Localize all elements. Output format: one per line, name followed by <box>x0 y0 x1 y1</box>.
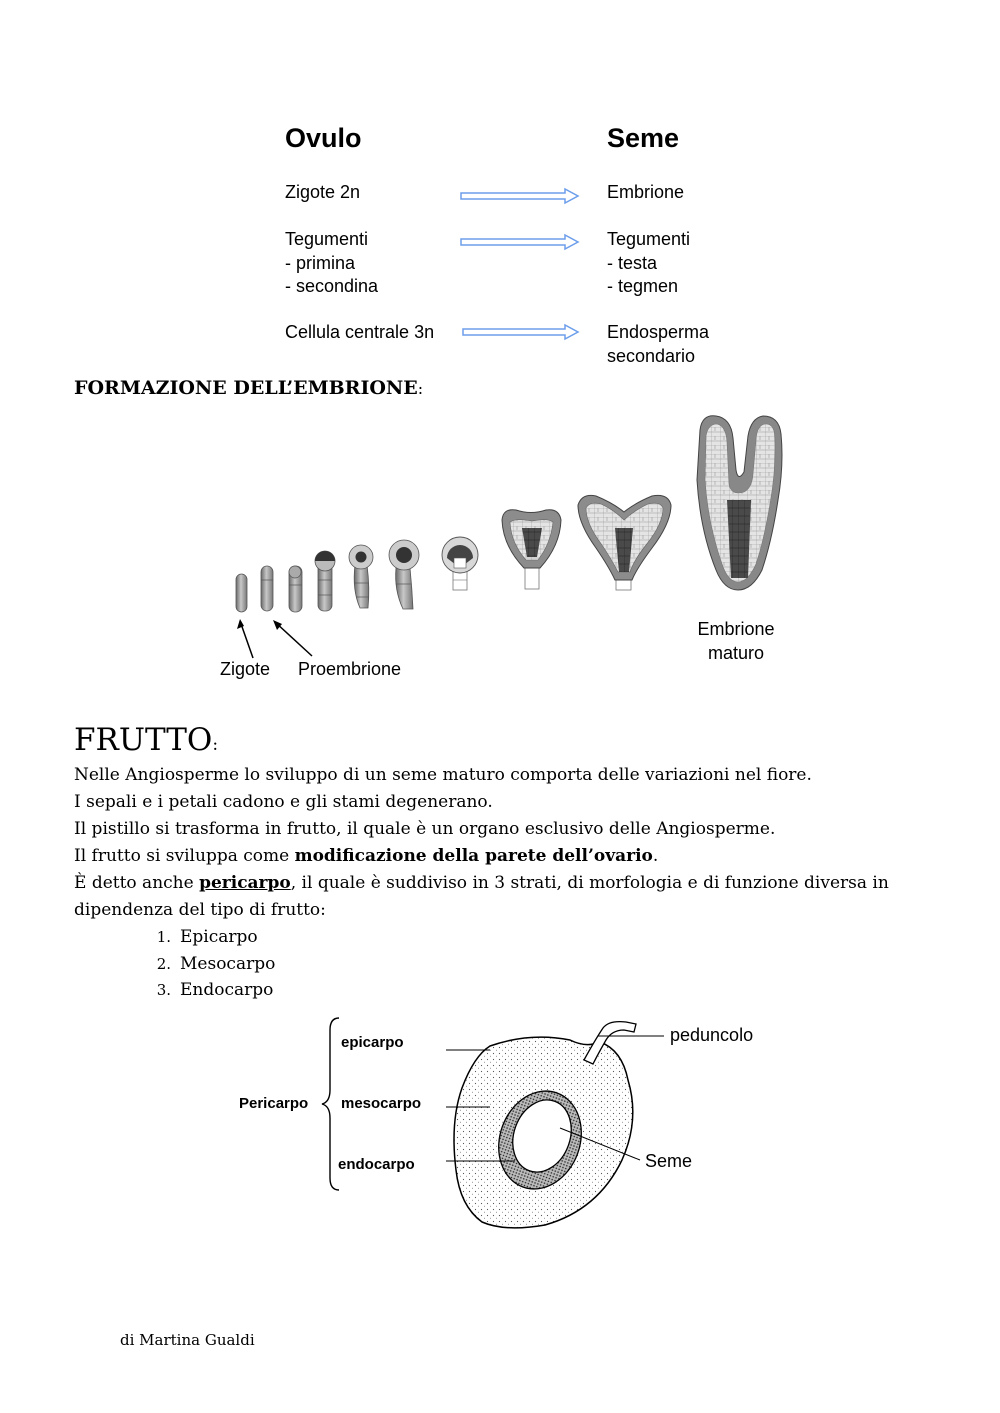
pericarp-term: pericarpo <box>199 873 291 893</box>
transformation-arrows <box>0 0 1000 400</box>
arrow-zygote-icon <box>461 189 578 203</box>
list-item: 3. Endocarpo <box>156 980 274 1000</box>
mature-embryo-label: Embrione maturo <box>697 619 775 663</box>
proembryo-stage-5 <box>389 540 419 609</box>
peduncle-label: peduncolo <box>670 1025 754 1045</box>
fruit-paragraph-line-5: È detto anche pericarpo, il quale è suddiviso in 3 strati, di morfologia e di funzione diversa in <box>74 873 889 893</box>
ovule-row-2-right: Tegumenti - testa - tegmen <box>607 229 691 296</box>
ovule-row-2-left: Tegumenti - primina - secondina <box>285 229 379 296</box>
transition-stage <box>502 510 561 589</box>
epicarp-label: epicarpo <box>341 1034 404 1051</box>
mesocarp-label: mesocarpo <box>341 1095 422 1112</box>
ovule-row-1-left: Zigote 2n <box>285 182 361 202</box>
mature-embryo <box>697 416 782 590</box>
fruit-heading: FRUTTO: <box>74 722 219 758</box>
footer-author: di Martina Gualdi <box>120 1331 255 1349</box>
list-item: 2. Mesocarpo <box>156 954 276 974</box>
proembryo-pointer <box>275 622 312 656</box>
fruit-paragraph-line-3: Il pistillo si trasforma in frutto, il quale è un organo esclusivo delle Angiosperme. <box>74 819 776 839</box>
ovule-header: Ovulo <box>285 123 362 153</box>
zygote-label: Zigote <box>220 659 271 679</box>
ovule-row-3-left: Cellula centrale 3n <box>285 322 435 342</box>
ovule-row-1-right: Embrione <box>607 182 685 202</box>
fruit-cross-section-figure <box>0 1010 1000 1250</box>
proembryo-stage-1 <box>261 566 273 611</box>
ovule-row-3-right: Endosperma secondario <box>607 322 710 366</box>
globular-stage <box>442 537 478 590</box>
fruit-paragraph-line-1: Nelle Angiosperme lo sviluppo di un seme maturo comporta delle variazioni nel fiore. <box>74 765 812 785</box>
arrow-integuments-icon <box>461 235 578 249</box>
pericarp-label: Pericarpo <box>239 1095 309 1112</box>
fruit-paragraph-line-2: I sepali e i petali cadono e gli stami degenerano. <box>74 792 493 812</box>
arrow-central-cell-icon <box>463 325 578 339</box>
fruit-paragraph-line-4: Il frutto si sviluppa come modificazione della parete dell’ovario. <box>74 846 659 866</box>
embryo-heading: FORMAZIONE DELL’EMBRIONE: <box>74 377 424 399</box>
fruit-paragraph-line-6: dipendenza del tipo di frutto: <box>74 900 326 920</box>
list-item: 1. Epicarpo <box>156 927 258 947</box>
proembryo-label: Proembrione <box>298 659 402 679</box>
zygote-shape <box>236 574 247 612</box>
proembryo-stage-3 <box>315 551 335 611</box>
seed-header: Seme <box>607 123 680 153</box>
heart-stage <box>578 495 671 590</box>
pericarp-brace <box>322 1018 339 1190</box>
embryo-development-figure <box>0 400 1000 700</box>
proembryo-stage-2 <box>289 566 302 612</box>
ovary-wall-bold: modificazione della parete dell’ovario <box>294 846 653 866</box>
endocarp-label: endocarpo <box>338 1156 415 1173</box>
seed-label: Seme <box>645 1151 693 1171</box>
proembryo-stage-4 <box>349 545 373 608</box>
